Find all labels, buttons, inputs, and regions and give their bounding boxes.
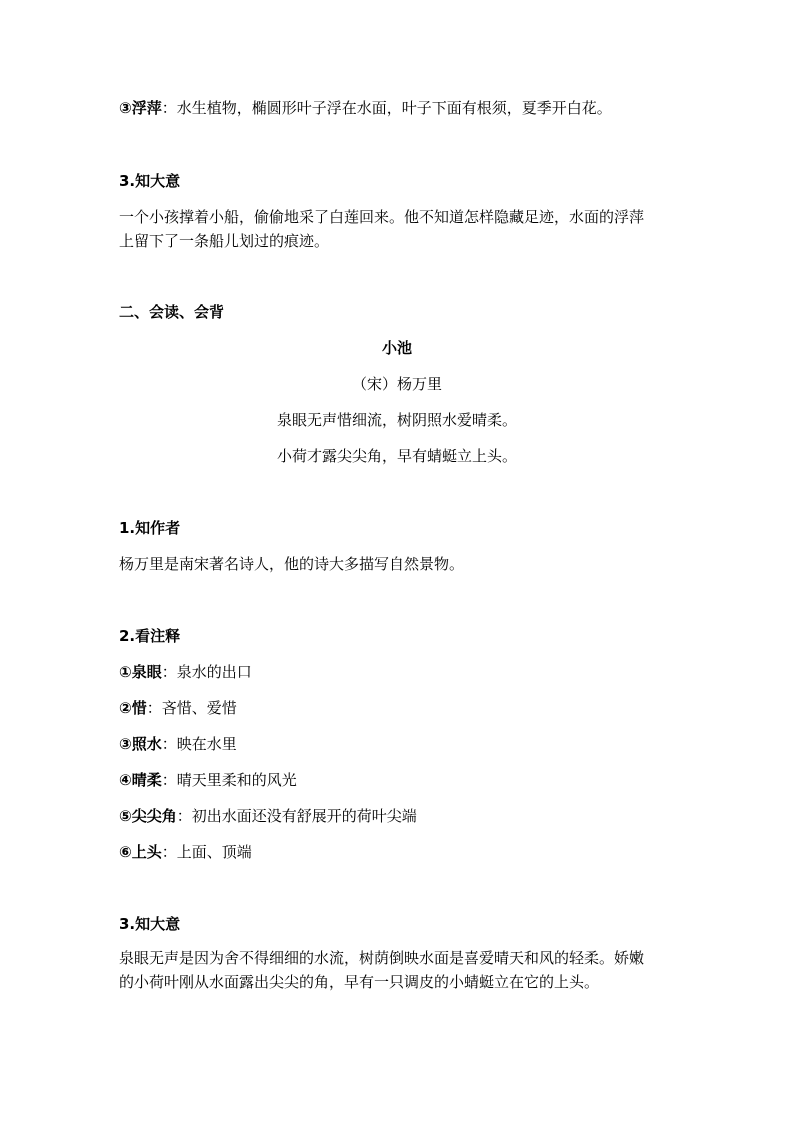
poem-line-1: 泉眼无声惜细流，树阴照水爱晴柔。 [276,411,517,429]
note-term: ②惜 [119,699,147,717]
poem-title: 小池 [381,339,412,357]
note-definition: ：泉水的出口 [161,663,252,681]
section2-meaning-line1: 泉眼无声是因为舍不得细细的水流，树荫倒映水面是喜爱晴天和风的轻柔。娇嫩 [119,949,645,967]
poem-author: （宋）杨万里 [351,375,442,393]
author-text: 杨万里是南宋著名诗人，他的诗大多描写自然景物。 [119,555,465,573]
note-term: ⑥上头 [119,843,162,861]
note-floating-duckweed [119,98,679,118]
note-definition: ：晴天里柔和的风光 [161,771,297,789]
note-definition: ：水生植物，椭圆形叶子浮在水面，叶子下面有根须，夏季开白花。 [161,99,612,117]
note-definition: ：吝惜、爱惜 [146,699,237,717]
note-item [119,842,679,862]
note-definition: ：上面、顶端 [161,843,252,861]
note-item [119,734,679,754]
notes-heading: 2.看注释 [119,627,181,645]
note-item [119,698,679,718]
section1-meaning-line1: 一个小孩撑着小船，偷偷地采了白莲回来。他不知道怎样隐藏足迹，水面的浮萍 [119,208,645,226]
poem-line-2: 小荷才露尖尖角，早有蜻蜓立上头。 [276,447,517,465]
section2-heading: 二、会读、会背 [119,303,225,321]
note-item [119,770,679,790]
section1-meaning-line2: 上留下了一条船儿划过的痕迹。 [119,232,330,250]
section2-meaning-heading: 3.知大意 [119,915,181,933]
note-definition: ：初出水面还没有舒展开的荷叶尖端 [176,807,417,825]
note-term: ①泉眼 [119,663,162,681]
note-term: ④晴柔 [119,771,162,789]
note-definition: ：映在水里 [161,735,237,753]
section1-meaning-heading: 3.知大意 [119,172,181,190]
section2-meaning-line2: 的小荷叶刚从水面露出尖尖的角，早有一只调皮的小蜻蜓立在它的上头。 [119,973,600,991]
note-item [119,806,679,826]
note-term: ③照水 [119,735,162,753]
note-term: ⑤尖尖角 [119,807,177,825]
note-term: ③浮萍 [119,99,162,117]
note-item [119,662,679,682]
author-heading: 1.知作者 [119,519,181,537]
